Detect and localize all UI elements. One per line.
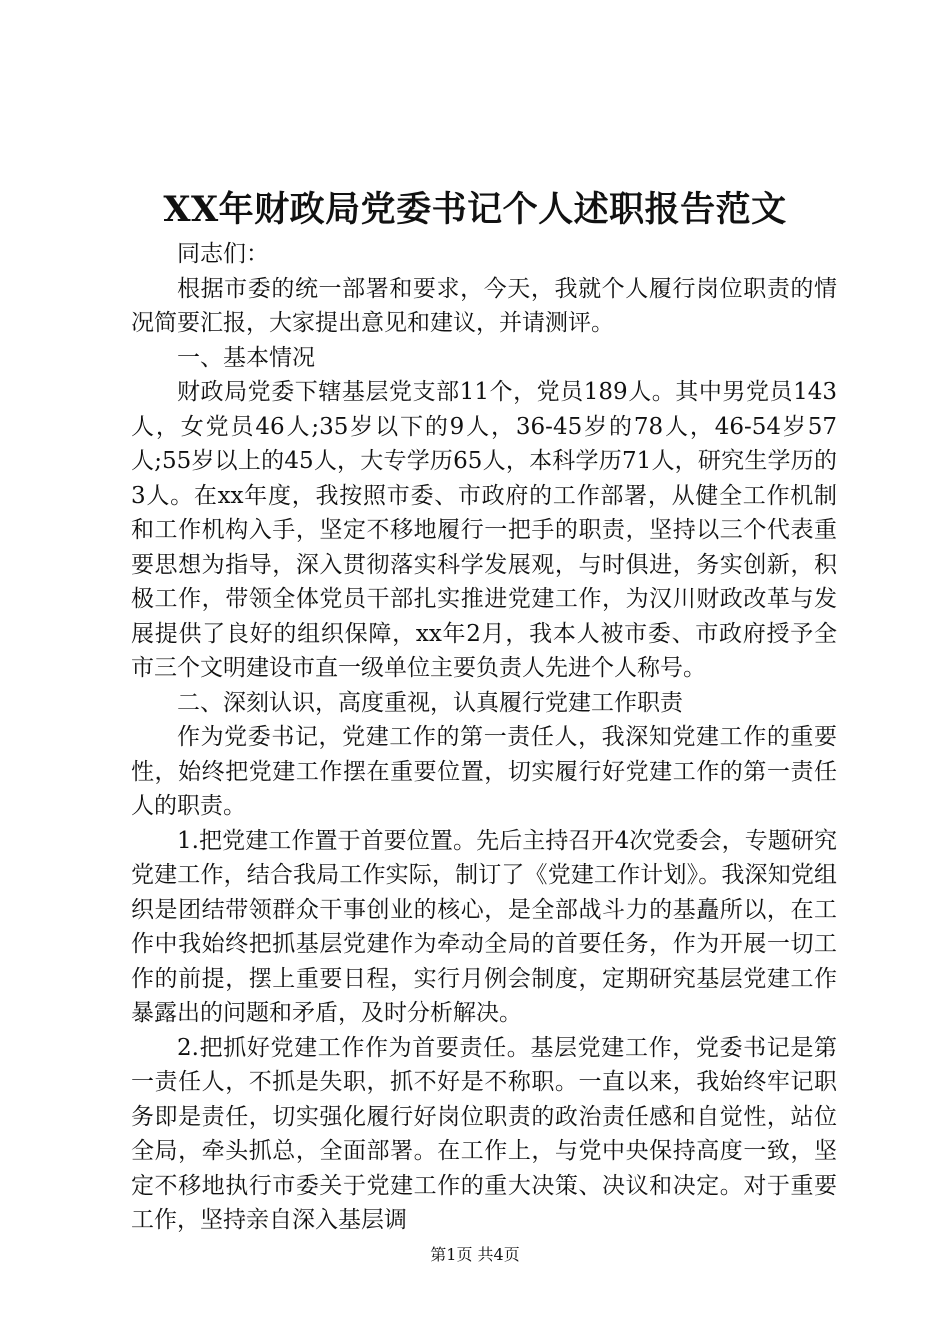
- section-heading-1: 一、基本情况: [177, 344, 315, 371]
- salutation-paragraph: 同志们：: [177, 241, 269, 267]
- page-footer: 第1页 共4页: [430, 1245, 520, 1264]
- intro-paragraph: 根据市委的统一部署和要求，今天，我就个人履行岗位职责的情况简要汇报，大家提出意见和建议，并请测评。: [131, 275, 837, 336]
- document-body: [131, 237, 837, 1238]
- section-heading-2: 二、深刻认识，高度重视，认真履行党建工作职责: [177, 689, 683, 716]
- body-paragraph: 作为党委书记，党建工作的第一责任人，我深知党建工作的重要性，始终把党建工作摆在重要位置，切实履行好党建工作的第一责任人的职责。: [131, 724, 837, 819]
- body-paragraph: 1.把党建工作置于首要位置。先后主持召开4次党委会，专题研究党建工作，结合我局工作实际，制订了《党建工作计划》。我深知党组织是团结带领群众干事创业的核心，是全部战斗力的基矗所以，在工作中我始终把抓基层党建作为牵动全局的首要任务，作为开展一切工作的前提，摆上重要日程，实行月例会制度，定期研究基层党建工作暴露出的问题和矛盾，及时分析解决。: [131, 827, 837, 1026]
- body-paragraph: 2.把抓好党建工作作为首要责任。基层党建工作，党委书记是第一责任人，不抓是失职，抓不好是不称职。一直以来，我始终牢记职务即是责任，切实强化履行好岗位职责的政治责任感和自觉性，站位全局，牵头抓总，全面部署。在工作上，与党中央保持高度一致，坚定不移地执行市委关于党建工作的重大决策、决议和决定。对于重要工作，坚持亲自深入基层调: [131, 1034, 837, 1233]
- document-title: XX年财政局党委书记个人述职报告范文: [163, 189, 787, 230]
- body-paragraph: 财政局党委下辖基层党支部11个，党员189人。其中男党员143人，女党员46人;35岁以下的9人，36-45岁的78人，46-54岁57人;55岁以上的45人，大专学历65人，本科学历71人，研究生学历的3人。在xx年度，我按照市委、市政府的工作部署，从健全工作机制和工作机构入手，坚定不移地履行一把手的职责，坚持以三个代表重要思想为指导，深入贯彻落实科学发展观，与时俱进，务实创新，积极工作，带领全体党员干部扎实推进党建工作，为汉川财政改革与发展提供了良好的组织保障，xx年2月，我本人被市委、市政府授予全市三个文明建设市直一级单位主要负责人先进个人称号。: [131, 379, 837, 681]
